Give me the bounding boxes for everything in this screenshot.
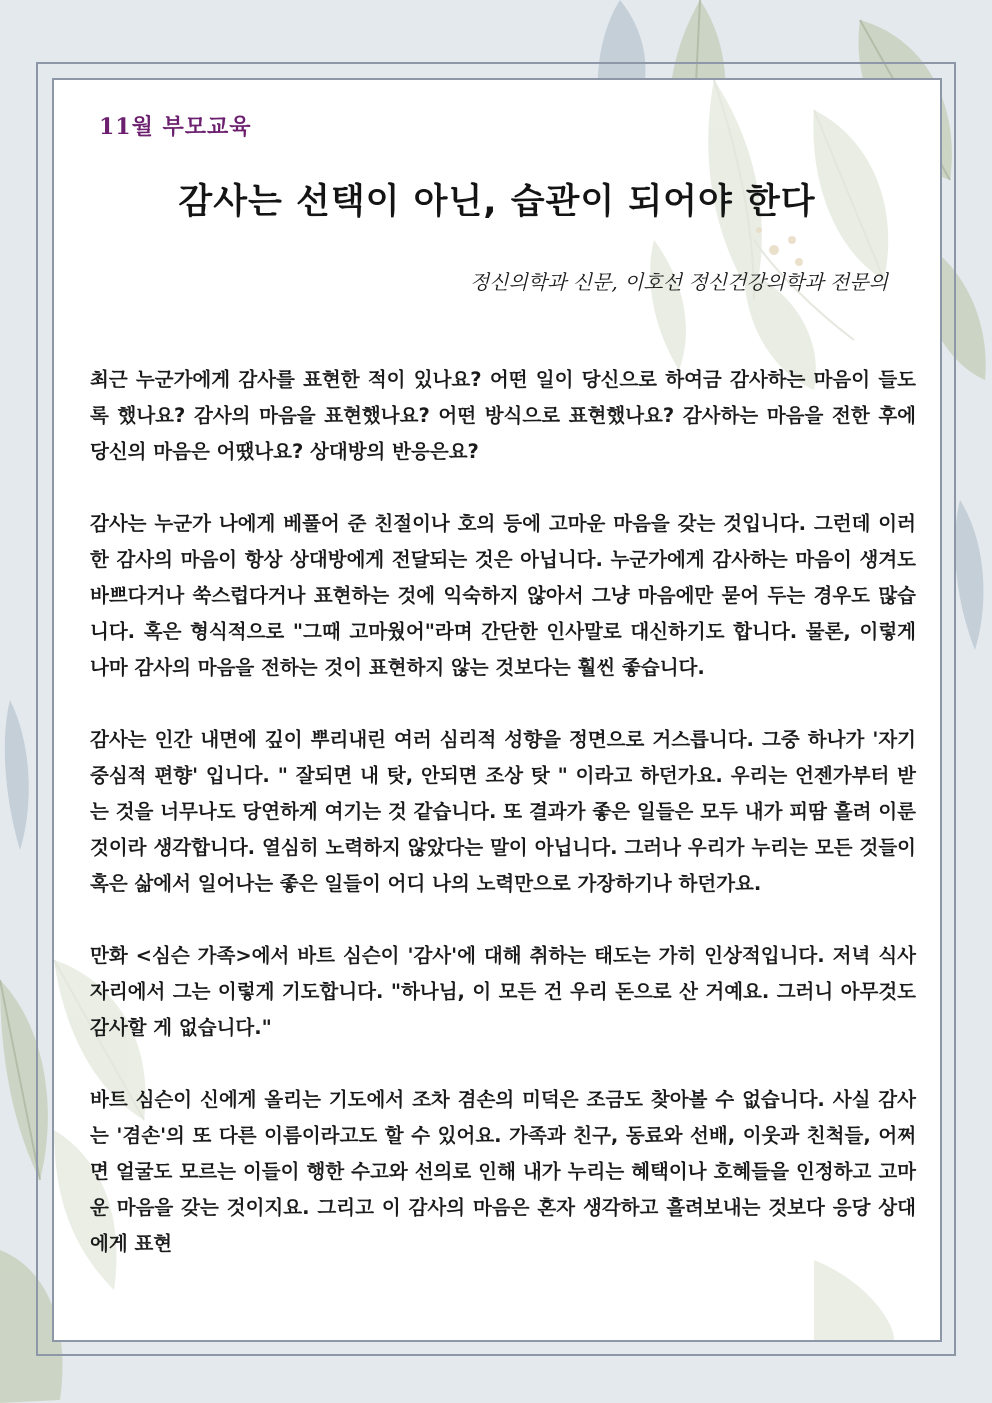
paragraph: 최근 누군가에게 감사를 표현한 적이 있나요? 어떤 일이 당신으로 하여금 감사하는 마음이 들도록 했나요? 감사의 마음을 표현했나요? 어떤 방식으로 표현했나요? 감사하는 마음을 전한 후에 당신의 마음은 어땠나요? 상대방의 반응은요? — [90, 368, 916, 463]
paragraph: 바트 심슨이 신에게 올리는 기도에서 조차 겸손의 미덕은 조금도 찾아볼 수 없습니다. 사실 감사는 '겸손'의 또 다른 이름이라고도 할 수 있어요. 가족과 친구, 동료와 선배, 이웃과 친척들, 어쩌면 얼굴도 모르는 이들이 행한 수고와 선의로 인해 내가 누리는 혜택이나 호혜들을 인정하고 고마운 마음을 갖는 것이지요. 그리고 이 감사의 마음은 혼자 생각하고 흘려보내는 것보다 응당 상대에게 표현 — [90, 1088, 916, 1255]
document-byline: 정신의학과 신문, 이호선 정신건강의학과 전문의 — [469, 270, 888, 294]
document-label: 11월 부모교육 — [99, 114, 252, 140]
document-page — [52, 78, 942, 1342]
paragraph: 감사는 인간 내면에 깊이 뿌리내린 여러 심리적 성향을 정면으로 거스릅니다. 그중 하나가 '자기중심적 편향' 입니다. " 잘되면 내 탓, 안되면 조상 탓 " 이라고 하던가요. 우리는 언젠가부터 받는 것을 너무나도 당연하게 여기는 것 같습니다. 또 결과가 좋은 일들은 모두 내가 피땀 흘려 이룬 것이라 생각합니다. 열심히 노력하지 않았다는 말이 아닙니다. 그러나 우리가 누리는 모든 것들이 혹은 삶에서 일어나는 좋은 일들이 어디 나의 노력만으로 가장하기나 하던가요. — [90, 728, 916, 895]
document-title: 감사는 선택이 아닌, 습관이 되어야 한다 — [178, 182, 816, 222]
document-body — [90, 362, 916, 1298]
paragraph: 만화 <심슨 가족>에서 바트 심슨이 '감사'에 대해 취하는 태도는 가히 인상적입니다. 저녁 식사 자리에서 그는 이렇게 기도합니다. "하나님, 이 모든 건 우리 돈으로 산 거예요. 그러니 아무것도 감사할 게 없습니다." — [90, 944, 916, 1039]
paragraph: 감사는 누군가 나에게 베풀어 준 친절이나 호의 등에 고마운 마음을 갖는 것입니다. 그런데 이러한 감사의 마음이 항상 상대방에게 전달되는 것은 아닙니다. 누군가에게 감사하는 마음이 생겨도 바쁘다거나 쑥스럽다거나 표현하는 것에 익숙하지 않아서 그냥 마음에만 묻어 두는 경우도 많습니다. 혹은 형식적으로 "그때 고마웠어"라며 간단한 인사말로 대신하기도 합니다. 물론, 이렇게나마 감사의 마음을 전하는 것이 표현하지 않는 것보다는 훨씬 좋습니다. — [90, 512, 916, 679]
